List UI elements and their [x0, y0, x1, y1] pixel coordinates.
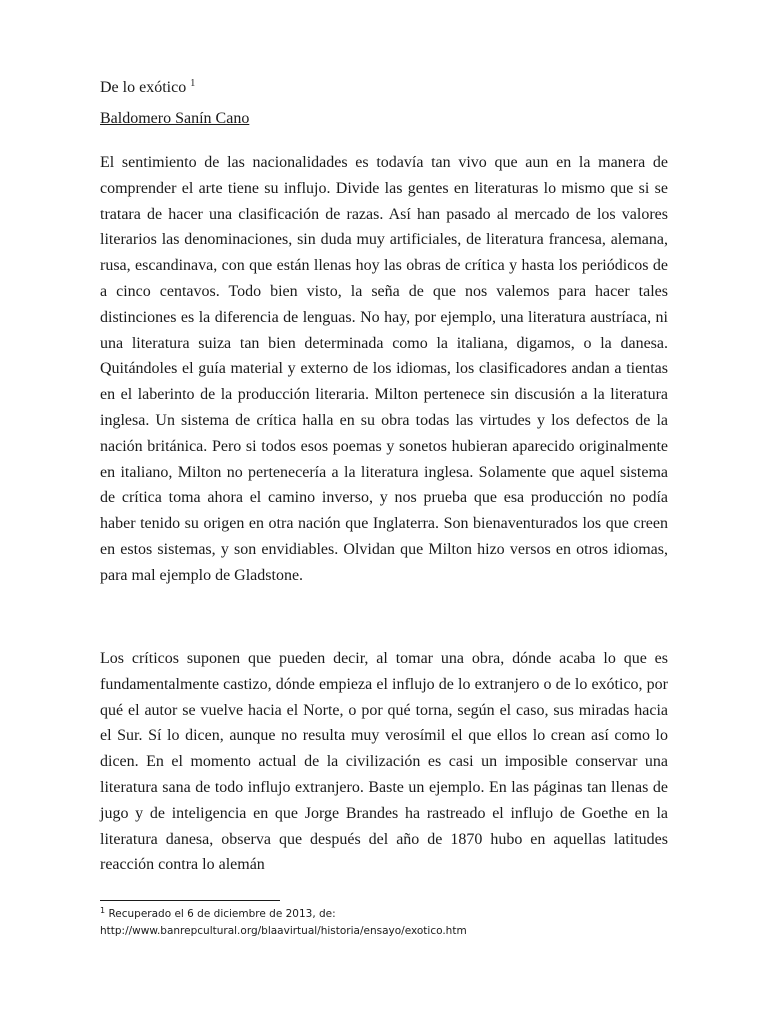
- footnote-url: http://www.banrepcultural.org/blaavirtual/historia/ensayo/exotico.htm: [100, 925, 467, 937]
- footnote-line: [100, 906, 467, 923]
- footnote-text: Recuperado el 6 de diciembre de 2013, de:: [108, 908, 336, 920]
- footnote: [100, 906, 467, 940]
- author-name: Baldomero Sanín Cano: [100, 110, 250, 127]
- footnote-number: 1: [100, 906, 106, 915]
- document-title: [100, 77, 195, 99]
- body-paragraph: El sentimiento de las nacionalidades es todavía tan vivo que aun en la manera de comprender el arte tiene su influjo. Divide las gentes en literaturas lo mismo que si se tratara de hacer una clasificación de razas. Así han pasado al mercado de los valores literarios las denominaciones, sin duda muy artificiales, de literatura francesa, alemana, rusa, escandinava, con que están llenas hoy las obras de crítica y hasta los periódicos de a cinco centavos. Todo bien visto, la seña de que nos valemos para hacer tales distinciones es la diferencia de lenguas. No hay, por ejemplo, una literatura austríaca, ni una literatura suiza tan bien determinada como la italiana, digamos, o la danesa. Quitándoles el guía material y externo de los idiomas, los clasificadores andan a tientas en el laberinto de la producción literaria. Milton pertenece sin discusión a la literatura inglesa. Un sistema de crítica halla en su obra todas las virtudes y los defectos de la nación británica. Pero si todos esos poemas y sonetos hubieran aparecido originalmente en italiano, Milton no pertenecería a la literatura inglesa. Solamente que aquel sistema de crítica toma ahora el camino inverso, y nos prueba que esa producción no podía haber tenido su origen en otra nación que Inglaterra. Son bienaventurados los que creen en estos sistemas, y son envidiables. Olvidan que Milton hizo versos en otros idiomas, para mal ejemplo de Gladstone.: [100, 154, 668, 584]
- title-text: De lo exótico: [100, 79, 187, 96]
- body-paragraph: Los críticos suponen que pueden decir, al tomar una obra, dónde acaba lo que es fundamentalmente castizo, dónde empieza el influjo de lo extranjero o de lo exótico, por qué el autor se vuelve hacia el Norte, o por qué torna, según el caso, sus miradas hacia el Sur. Sí lo dicen, aunque no resulta muy verosímil el que ellos lo crean así como lo dicen. En el momento actual de la civilización es casi un imposible conservar una literatura sana de todo influjo extranjero. Baste un ejemplo. En las páginas tan llenas de jugo y de inteligencia en que Jorge Brandes ha rastreado el influjo de Goethe en la literatura danesa, observa que después del año de 1870 hubo en aquellas latitudes reacción contra lo alemán: [100, 650, 668, 874]
- title-footnote-ref: 1: [190, 78, 196, 89]
- footnote-divider: [100, 900, 280, 901]
